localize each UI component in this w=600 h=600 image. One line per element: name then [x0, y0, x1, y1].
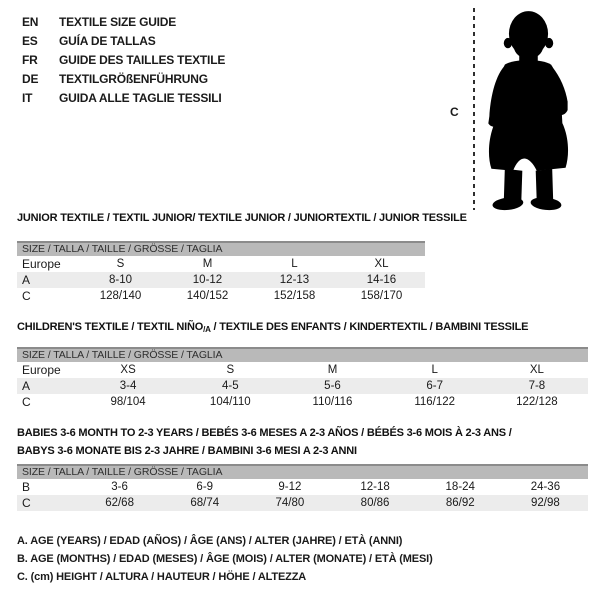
childrens-title-post: / TEXTILE DES ENFANTS / KINDERTEXTIL / BAMBINI TESSILE: [210, 321, 529, 333]
height-measure-line: [473, 8, 475, 210]
language-code: IT: [22, 90, 33, 105]
table-cell: 5-6: [324, 380, 341, 392]
legend: [17, 535, 433, 589]
table-cell: 152/158: [273, 290, 316, 302]
language-code: EN: [22, 14, 39, 29]
language-code: FR: [22, 52, 38, 67]
table-cell: 3-4: [119, 380, 137, 392]
table-cell: XL: [529, 364, 544, 376]
table-cell: 12-13: [279, 274, 310, 286]
table-cell: 128/140: [99, 290, 142, 302]
table-cell: 18-24: [445, 481, 475, 493]
table-cell: 158/170: [360, 290, 403, 302]
table-cell: 62/68: [105, 497, 134, 509]
language-code: ES: [22, 33, 38, 48]
language-row-it: [22, 88, 225, 107]
row-label: A: [22, 379, 31, 393]
height-label-c: C: [450, 105, 459, 119]
legend-line-a: A. AGE (YEARS) / EDAD (AÑOS) / ÂGE (ANS) / ALTER (JAHRE) / ETÀ (ANNI): [17, 535, 403, 547]
babies-title-line1: BABIES 3-6 MONTH TO 2-3 YEARS / BEBÉS 3-6 MESES A 2-3 AÑOS / BÉBÉS 3-6 MOIS À 2-3 ANS /: [17, 427, 512, 439]
table-cell: 104/110: [209, 396, 251, 408]
table-cell: 122/128: [516, 396, 558, 408]
babies-title-line2: BABYS 3-6 MONATE BIS 2-3 JAHRE / BAMBINI 3-6 MESI A 2-3 ANNI: [17, 445, 357, 457]
table-cell: 68/74: [190, 497, 220, 509]
table-row-months: [17, 479, 588, 495]
row-label: Europe: [22, 257, 61, 271]
table-row-height: [17, 394, 588, 410]
row-label: A: [22, 273, 31, 287]
junior-size-table: [17, 241, 425, 304]
legend-line-c: C. (cm) HEIGHT / ALTURA / HAUTEUR / HÖHE / ALTEZZA: [17, 571, 307, 583]
table-cell: 98/104: [110, 396, 146, 408]
table-cell: 116/122: [414, 396, 456, 408]
table-cell: 8-10: [108, 274, 133, 286]
baby-silhouette: [477, 6, 580, 212]
table-cell: 10-12: [192, 274, 223, 286]
row-label: Europe: [22, 363, 61, 377]
language-row-de: [22, 69, 225, 88]
table-cell: L: [431, 364, 438, 376]
table-row-europe: [17, 362, 588, 378]
table-cell: 80/86: [360, 497, 390, 509]
table-cell: 74/80: [275, 497, 305, 509]
babies-section-title: [17, 424, 512, 460]
table-row-age: [17, 272, 425, 288]
size-header-bar: SIZE / TALLA / TAILLE / GRÖSSE / TAGLIA: [17, 464, 588, 479]
table-cell: 3-6: [111, 481, 128, 493]
table-cell: 7-8: [528, 380, 546, 392]
row-label: C: [22, 289, 31, 303]
language-label: TEXTILE SIZE GUIDE: [59, 14, 177, 29]
junior-section-title: JUNIOR TEXTILE / TEXTIL JUNIOR/ TEXTILE JUNIOR / JUNIORTEXTIL / JUNIOR TESSILE: [17, 212, 467, 224]
table-cell: XS: [120, 364, 136, 376]
table-cell: 9-12: [278, 481, 302, 493]
table-cell: 12-18: [360, 481, 390, 493]
childrens-size-table: [17, 347, 588, 410]
table-cell: M: [327, 364, 338, 376]
table-cell: 14-16: [366, 274, 397, 286]
table-cell: 92/98: [531, 497, 560, 509]
childrens-title-pre: CHILDREN'S TEXTILE / TEXTIL NIÑO: [17, 321, 204, 333]
language-label: GUIDE DES TAILLES TEXTILE: [59, 52, 226, 67]
table-row-height: [17, 495, 588, 511]
language-label: TEXTILGRÖßENFÜHRUNG: [59, 71, 208, 86]
table-cell: S: [226, 364, 235, 376]
table-cell: 86/92: [445, 497, 475, 509]
table-cell: L: [291, 258, 298, 270]
table-cell: 6-9: [196, 481, 214, 493]
language-guide: [22, 12, 225, 107]
size-header-bar: SIZE / TALLA / TAILLE / GRÖSSE / TAGLIA: [17, 347, 588, 362]
language-code: DE: [22, 71, 39, 86]
language-row-fr: [22, 50, 225, 69]
childrens-title-sub: /A: [203, 325, 211, 334]
row-label: C: [22, 395, 31, 409]
legend-line-b: B. AGE (MONTHS) / EDAD (MESES) / ÂGE (MOIS) / ALTER (MONATE) / ETÀ (MESI): [17, 553, 433, 565]
table-cell: 110/116: [312, 396, 353, 408]
table-cell: 6-7: [426, 380, 443, 392]
language-label: GUÍA DE TALLAS: [59, 33, 156, 48]
table-row-height: [17, 288, 425, 304]
row-label: B: [22, 480, 31, 494]
table-cell: 24-36: [530, 481, 561, 493]
table-cell: S: [116, 258, 125, 270]
table-row-europe: [17, 256, 425, 272]
table-cell: 4-5: [221, 380, 239, 392]
language-label: GUIDA ALLE TAGLIE TESSILI: [59, 90, 222, 105]
table-cell: XL: [374, 258, 389, 270]
row-label: C: [22, 496, 31, 510]
table-cell: M: [202, 258, 213, 270]
table-cell: 140/152: [186, 290, 229, 302]
language-row-es: [22, 31, 225, 50]
size-header-bar: SIZE / TALLA / TAILLE / GRÖSSE / TAGLIA: [17, 241, 425, 256]
childrens-section-title: [17, 321, 528, 334]
table-row-age: [17, 378, 588, 394]
babies-size-table: [17, 464, 588, 511]
language-row-en: [22, 12, 225, 31]
